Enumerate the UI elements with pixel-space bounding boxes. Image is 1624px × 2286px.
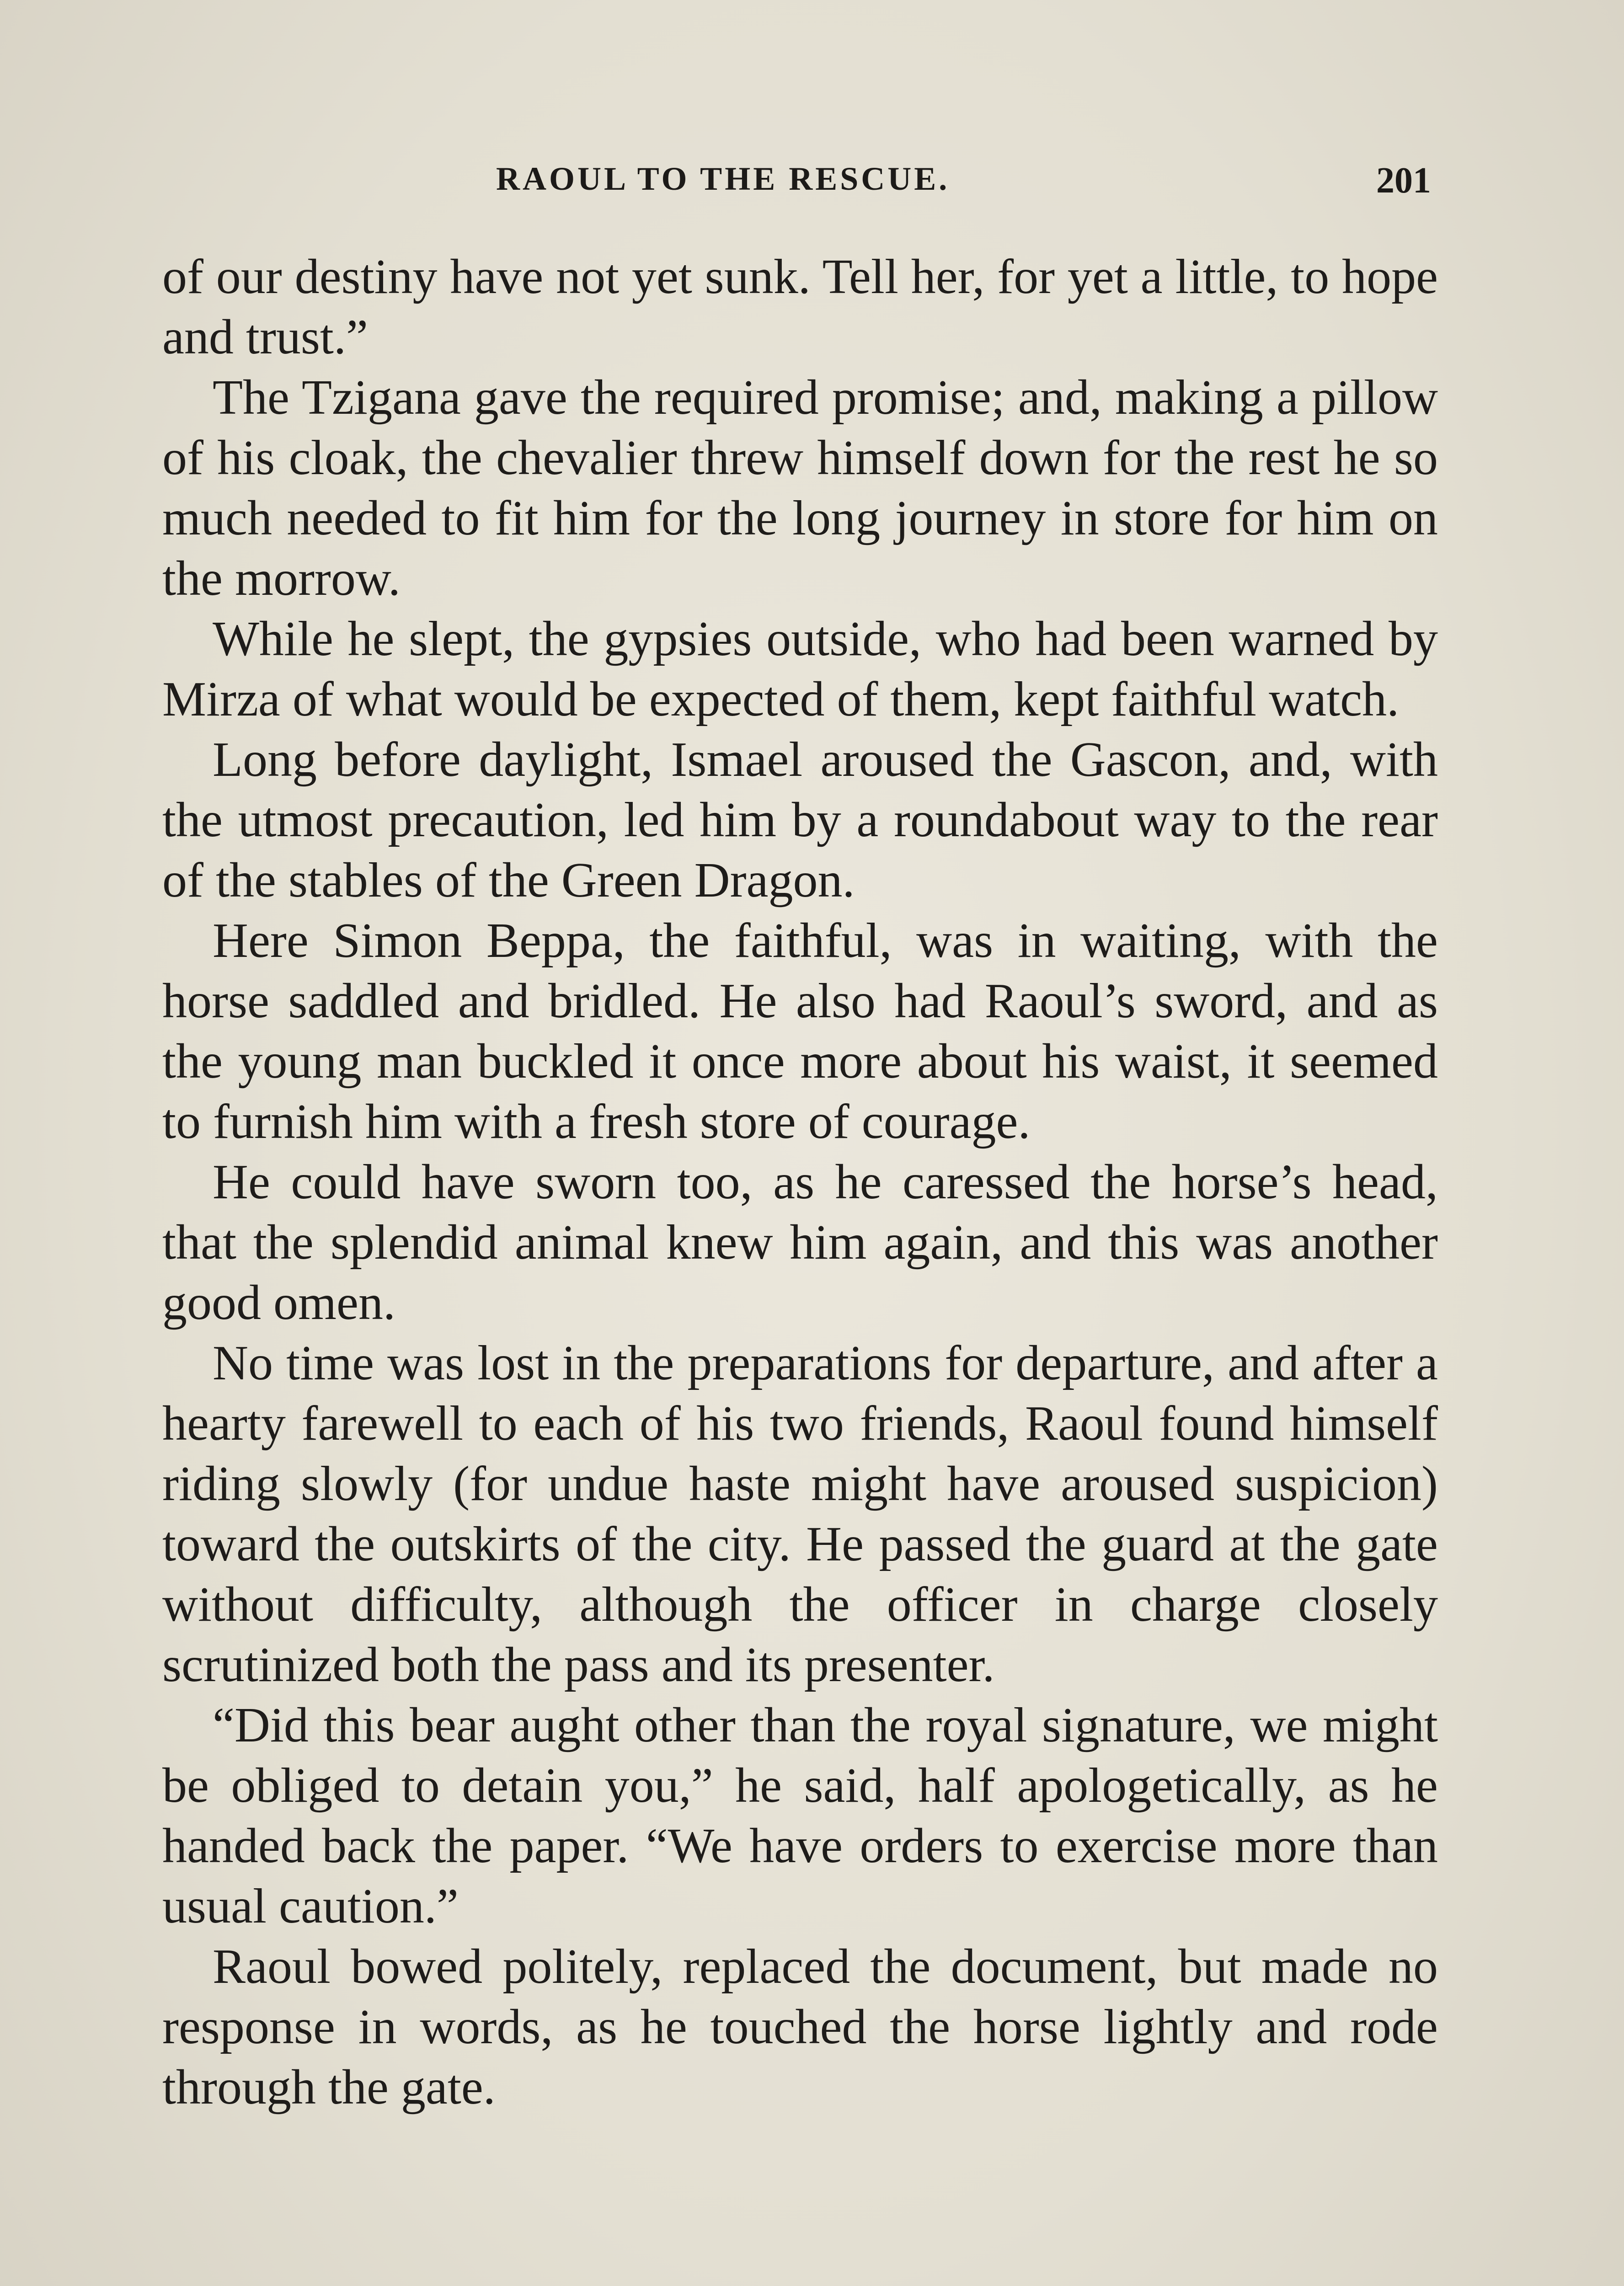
- paragraph: Long before daylight, Ismael aroused the Gascon, and, with the utmost precaution, led him by a roundabout way to the rear of the stables of the Green Dragon.: [162, 732, 1438, 908]
- paragraph: “Did this bear aught other than the royal signature, we might be obliged to detain you,” he said, half apologetically, as he handed back the paper. “We have orders to exercise more than usual caution.”: [162, 1698, 1438, 1933]
- paragraph: Here Simon Beppa, the faithful, was in waiting, with the horse saddled and bridled. He also had Raoul’s sword, and as the young man buckled it once more about his waist, it seemed to furnish him with a fresh store of courage.: [162, 913, 1438, 1149]
- paragraph: While he slept, the gypsies outside, who had been warned by Mirza of what would be expected of them, kept faithful watch.: [162, 612, 1438, 726]
- paragraph-continuation: of our destiny have not yet sunk. Tell her, for yet a little, to hope and trust.”: [162, 250, 1438, 364]
- paragraph: Raoul bowed politely, replaced the document, but made no response in words, as he touched the horse lightly and rode through the gate.: [162, 1939, 1438, 2115]
- running-title: RAOUL TO THE RESCUE.: [496, 160, 950, 197]
- body-text: [162, 247, 1438, 2118]
- page-number: 201: [1376, 160, 1431, 201]
- paragraph: He could have sworn too, as he caressed the horse’s head, that the splendid animal knew him again, and this was another good omen.: [162, 1155, 1438, 1330]
- running-head: [162, 160, 1431, 210]
- paragraph: No time was lost in the preparations for departure, and after a hearty farewell to each of his two friends, Raoul found himself riding slowly (for undue haste might have aroused suspicion) toward the outskirts of the city. He passed the guard at the gate without difficulty, although the officer in charge closely scrutinized both the pass and its presenter.: [162, 1336, 1438, 1692]
- paragraph: The Tzigana gave the required promise; and, making a pillow of his cloak, the chevalier threw himself down for the rest he so much needed to fit him for the long journey in store for him on the morrow.: [162, 370, 1438, 606]
